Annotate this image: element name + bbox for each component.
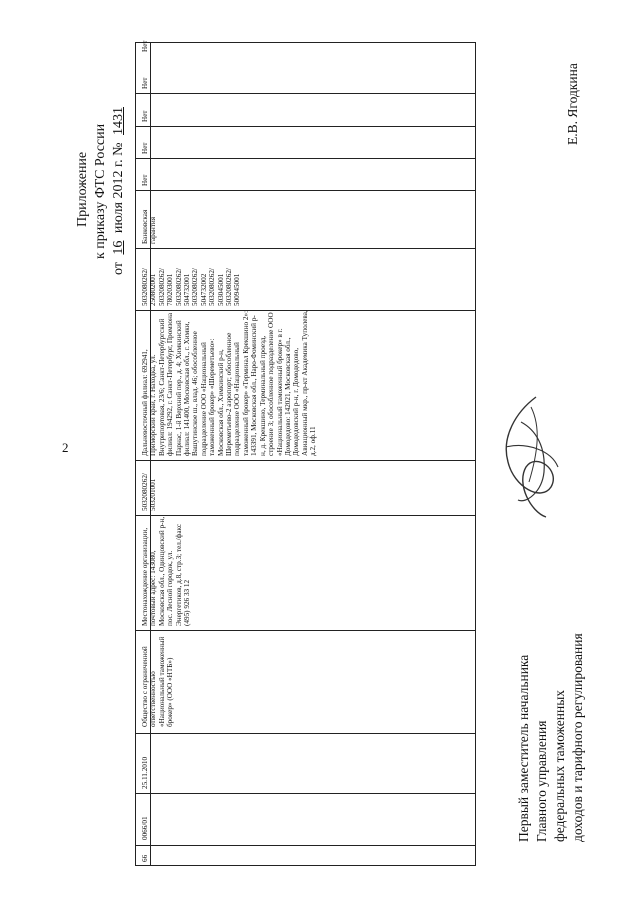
cell-col10: Нет: [141, 174, 149, 186]
cell-branches: Дальневосточный филиал: 692941, Приморский край, г. Находка, ул. Внутрипортовая, 23/6; Санкт-Петербургский филиал: 194292, г. Санкт-Петербург, Промзона Парнас, 1-й Верхний пер., д. 4; Химкинский филиал: 141400, Московская обл., г. Химки, Вашутинское ш., влад. 46; обособленное подразделение ООО «Национальный таможенный брокер» «Шереметьево»: Московская обл., Химкинский р-н, Шереметьево-2 аэропорт; обособленное подразделение ООО «Национальный таможенный брокер» «Терминал Крекшино 2»: 143391, Московская обл., Наро-Фоминский р-н, д. Крекшино, Терминальный проезд, строение 3; обособленное подразделение ООО «Национальный таможенный брокер» в г. Домодедово: 142021, Московская обл., Домодедовский р-н, г. Домодедово, Авиационный мкр., пр-кт Академика Туполева, д.2, оф.11: [141, 310, 318, 456]
col-line: [135, 42, 476, 43]
annex-date-prefix: от: [111, 262, 126, 275]
table-border-top: [135, 42, 136, 865]
col-line: [135, 845, 476, 846]
col-line: [135, 865, 476, 866]
col-line: [135, 126, 476, 127]
cell-name: Общество с ограниченной ответственностью «Национальный таможенный брокер» (ООО «НТБ»): [141, 636, 175, 727]
annex-order-number: 1431: [111, 107, 126, 135]
handwritten-signature-icon: [496, 392, 566, 522]
annex-date-day: 16: [111, 240, 126, 255]
annex-number-sign: №: [111, 142, 126, 156]
annex-date-month-year: июля 2012 г.: [111, 159, 126, 234]
cell-col14: Нет: [141, 40, 149, 52]
col-line: [135, 630, 476, 631]
table-border-bottom: [475, 42, 476, 865]
cell-inn-kpp: 5032080262/ 503201001: [141, 473, 158, 511]
col-line: [135, 158, 476, 159]
col-line: [135, 190, 476, 191]
sig-position-line4: доходов и тарифного регулирования: [570, 633, 585, 842]
sig-position-line3: федеральных таможенных: [552, 689, 567, 842]
cell-guarantee: Банковская гарантия: [141, 209, 158, 244]
sig-position-line1: Первый заместитель начальника: [516, 654, 531, 842]
signer-name: Е.В. Ягодкина: [565, 63, 580, 145]
cell-col11: Нет: [141, 142, 149, 154]
cell-branch-codes: 5032080262/ 250802001 5032080262/ 780203001 5032080262/ 504732001 5032080262/ 504732002 5032080262/ 503045001 5032080262/ 500945001: [141, 268, 242, 306]
cell-address: Местонахождение организации, почтовый адрес: 143080, Московская обл., Одинцовский р-н, пос. Лесной городок, ул. Энергетиков, д.8, стр.3; тел./факс (495) 926 33 12: [141, 516, 192, 626]
cell-num: 66: [141, 854, 149, 862]
col-line: [135, 793, 476, 794]
cell-date: 25.11.2010: [141, 756, 149, 789]
cell-col12: Нет: [141, 110, 149, 122]
annex-title: Приложение: [75, 151, 90, 227]
cell-reg-number: 0066/01: [141, 816, 149, 840]
annex-heading: [74, 35, 128, 275]
annex-order-ref: к приказу ФТС России: [93, 123, 108, 259]
page-number: 2: [62, 440, 69, 455]
signature-block: [515, 562, 587, 842]
col-line: [135, 460, 476, 461]
cell-col13: Нет: [141, 77, 149, 89]
col-line: [135, 733, 476, 734]
col-line: [135, 93, 476, 94]
annex-date-line: [110, 35, 128, 275]
sig-position-line2: Главного управления: [534, 720, 549, 842]
